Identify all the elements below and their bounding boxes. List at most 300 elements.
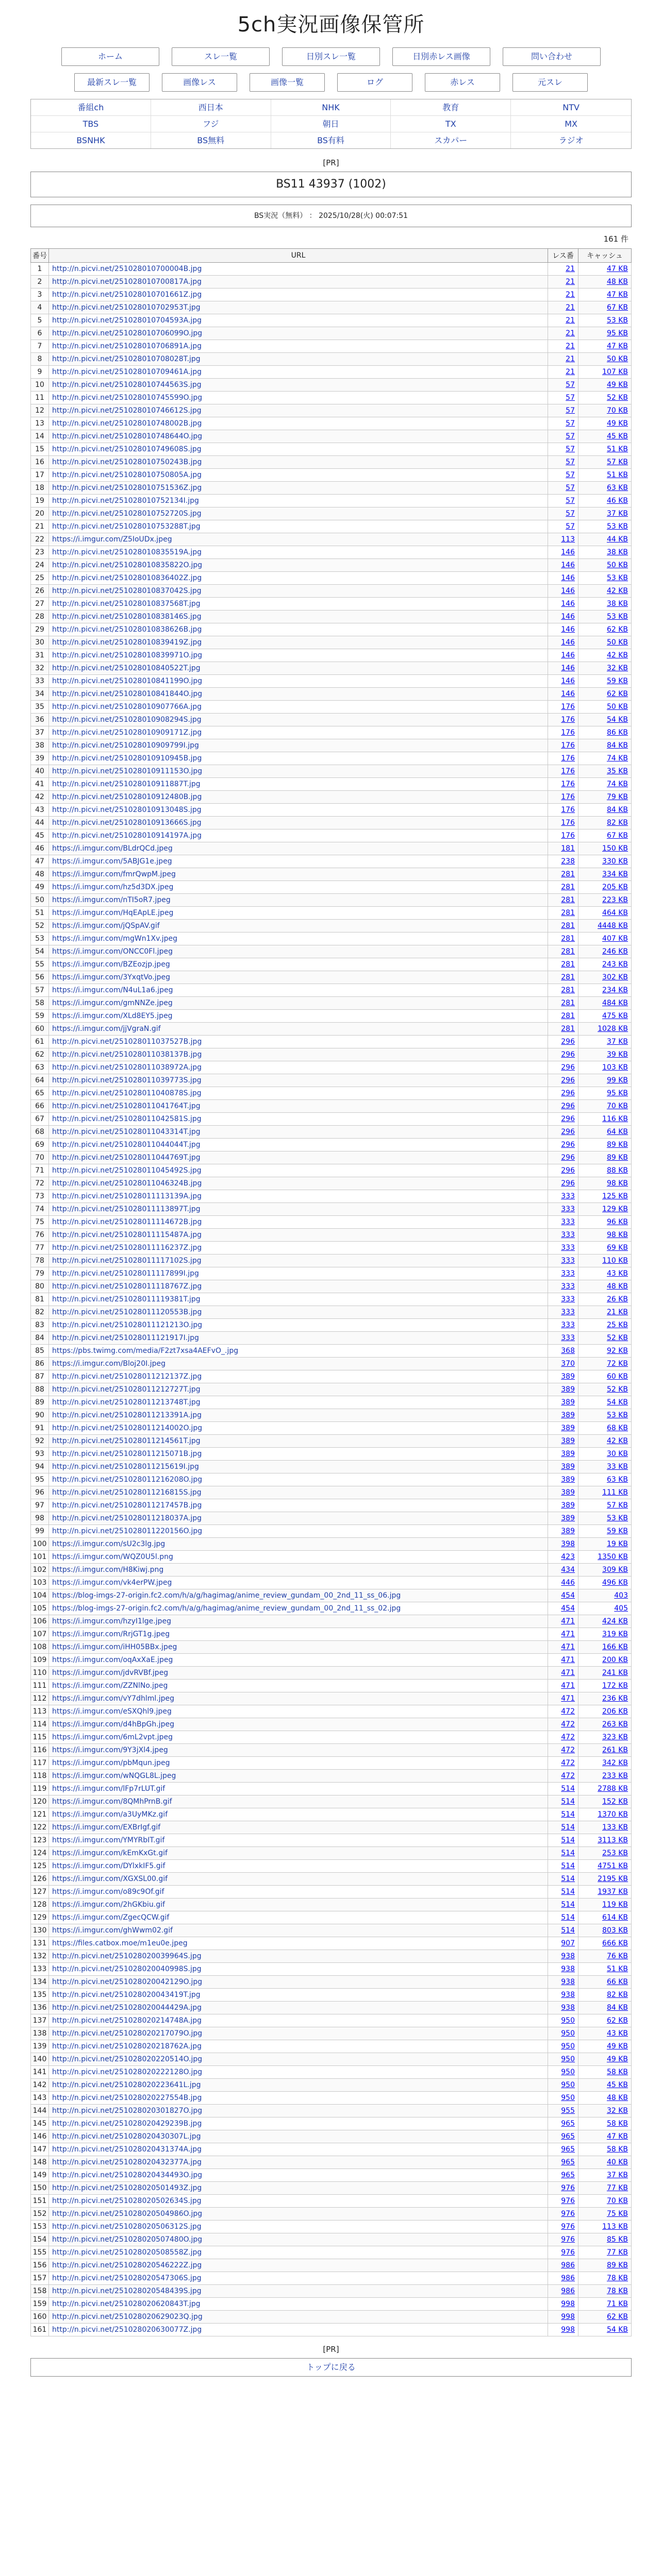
row-res-number-link[interactable]: 976 — [561, 2235, 575, 2244]
row-res-number-link[interactable]: 938 — [561, 1965, 575, 1973]
row-res-number-link[interactable]: 454 — [561, 1604, 575, 1613]
row-res-number-link[interactable]: 938 — [561, 1991, 575, 1999]
row-url-link[interactable]: http://n.picvi.net/251028010913666S.jpg — [52, 819, 202, 827]
row-url-link[interactable]: https://i.imgur.com/ghWwm02.gif — [52, 1926, 173, 1935]
row-res-number-link[interactable]: 281 — [561, 909, 575, 917]
row-res-number-link[interactable]: 368 — [561, 1347, 575, 1355]
row-res-number-link[interactable]: 146 — [561, 690, 575, 698]
row-url-link[interactable]: https://i.imgur.com/iHH05BBx.jpeg — [52, 1643, 177, 1651]
row-url-link[interactable]: https://i.imgur.com/sU2c3lg.jpg — [52, 1540, 166, 1548]
row-url-link[interactable]: http://n.picvi.net/251028010706891A.jpg — [52, 342, 202, 350]
nav-home[interactable]: ホーム — [61, 47, 159, 66]
row-cache-link[interactable]: 79 KB — [606, 793, 628, 801]
row-url-link[interactable]: https://i.imgur.com/BZEozjp.jpeg — [52, 960, 170, 969]
row-res-number-link[interactable]: 238 — [561, 857, 575, 866]
row-cache-link[interactable]: 89 KB — [606, 1154, 628, 1162]
row-cache-link[interactable]: 666 KB — [602, 1939, 628, 1947]
row-cache-link[interactable]: 43 KB — [606, 1269, 628, 1278]
row-url-link[interactable]: http://n.picvi.net/251028011118767Z.jpg — [52, 1282, 202, 1291]
row-res-number-link[interactable]: 57 — [566, 510, 575, 518]
row-url-link[interactable]: http://n.picvi.net/251028011121917I.jpg — [52, 1334, 199, 1342]
row-res-number-link[interactable]: 146 — [561, 587, 575, 595]
row-cache-link[interactable]: 67 KB — [606, 832, 628, 840]
row-cache-link[interactable]: 47 KB — [606, 265, 628, 273]
row-res-number-link[interactable]: 176 — [561, 819, 575, 827]
row-cache-link[interactable]: 241 KB — [602, 1669, 628, 1677]
row-cache-link[interactable]: 62 KB — [606, 2313, 628, 2321]
row-res-number-link[interactable]: 176 — [561, 741, 575, 750]
row-cache-link[interactable]: 803 KB — [602, 1926, 628, 1935]
row-cache-link[interactable]: 50 KB — [606, 638, 628, 647]
row-res-number-link[interactable]: 281 — [561, 986, 575, 994]
row-res-number-link[interactable]: 176 — [561, 767, 575, 775]
row-url-link[interactable]: http://n.picvi.net/251028010704593A.jpg — [52, 316, 202, 325]
row-url-link[interactable]: http://n.picvi.net/251028011119381T.jpg — [52, 1295, 201, 1303]
row-cache-link[interactable]: 32 KB — [606, 664, 628, 672]
row-cache-link[interactable]: 62 KB — [606, 2016, 628, 2025]
row-url-link[interactable]: https://i.imgur.com/jQSpAV.gif — [52, 922, 160, 930]
row-res-number-link[interactable]: 57 — [566, 419, 575, 428]
row-cache-link[interactable]: 38 KB — [606, 548, 628, 556]
nav-daily-red-images[interactable]: 日別赤レス画像 — [392, 47, 490, 66]
row-url-link[interactable]: http://n.picvi.net/251028020508558Z.jpg — [52, 2248, 202, 2257]
row-url-link[interactable]: https://i.imgur.com/ZZNlNo.jpeg — [52, 1682, 168, 1690]
row-res-number-link[interactable]: 333 — [561, 1218, 575, 1226]
nav-daily-threads[interactable]: 日別スレ一覧 — [282, 47, 380, 66]
row-cache-link[interactable]: 166 KB — [602, 1643, 628, 1651]
row-res-number-link[interactable]: 514 — [561, 1926, 575, 1935]
row-cache-link[interactable]: 42 KB — [606, 1437, 628, 1445]
row-res-number-link[interactable]: 281 — [561, 947, 575, 956]
row-url-link[interactable]: https://i.imgur.com/BLdrQCd.jpeg — [52, 844, 173, 853]
row-url-link[interactable]: http://n.picvi.net/251028010838626B.jpg — [52, 625, 202, 634]
row-res-number-link[interactable]: 21 — [566, 316, 575, 325]
channel-link[interactable]: NTV — [511, 99, 631, 116]
row-url-link[interactable]: https://i.imgur.com/6mL2vpt.jpeg — [52, 1733, 173, 1741]
row-res-number-link[interactable]: 471 — [561, 1643, 575, 1651]
row-url-link[interactable]: http://n.picvi.net/251028011040878S.jpg — [52, 1089, 202, 1097]
row-cache-link[interactable]: 47 KB — [606, 2132, 628, 2141]
row-res-number-link[interactable]: 296 — [561, 1141, 575, 1149]
row-res-number-link[interactable]: 296 — [561, 1166, 575, 1175]
row-cache-link[interactable]: 21 KB — [606, 1308, 628, 1316]
row-cache-link[interactable]: 57 KB — [606, 1501, 628, 1510]
row-url-link[interactable]: https://i.imgur.com/vk4erPW.jpeg — [52, 1579, 172, 1587]
row-cache-link[interactable]: 53 KB — [606, 1514, 628, 1522]
row-cache-link[interactable]: 58 KB — [606, 2068, 628, 2076]
row-cache-link[interactable]: 85 KB — [606, 2235, 628, 2244]
row-url-link[interactable]: https://i.imgur.com/3YxqtVo.jpeg — [52, 973, 171, 981]
row-res-number-link[interactable]: 281 — [561, 922, 575, 930]
row-res-number-link[interactable]: 514 — [561, 1798, 575, 1806]
row-url-link[interactable]: http://n.picvi.net/251028020431374A.jpg — [52, 2145, 202, 2154]
row-url-link[interactable]: http://n.picvi.net/251028011215071B.jpg — [52, 1450, 202, 1458]
row-cache-link[interactable]: 323 KB — [602, 1733, 628, 1741]
row-url-link[interactable]: http://n.picvi.net/251028010700004B.jpg — [52, 265, 202, 273]
row-res-number-link[interactable]: 389 — [561, 1514, 575, 1522]
row-res-number-link[interactable]: 181 — [561, 844, 575, 853]
channel-link[interactable]: BSNHK — [31, 132, 151, 148]
row-cache-link[interactable]: 47 KB — [606, 342, 628, 350]
row-url-link[interactable]: http://n.picvi.net/251028010912480B.jpg — [52, 793, 202, 801]
row-cache-link[interactable]: 84 KB — [606, 806, 628, 814]
row-res-number-link[interactable]: 176 — [561, 728, 575, 737]
row-res-number-link[interactable]: 389 — [561, 1488, 575, 1497]
row-cache-link[interactable]: 253 KB — [602, 1849, 628, 1857]
row-cache-link[interactable]: 261 KB — [602, 1746, 628, 1754]
row-url-link[interactable]: http://n.picvi.net/251028010753288T.jpg — [52, 522, 201, 531]
row-res-number-link[interactable]: 472 — [561, 1720, 575, 1728]
row-res-number-link[interactable]: 907 — [561, 1939, 575, 1947]
row-url-link[interactable]: https://blog-imgs-27-origin.fc2.com/h/a/g/hagimag/anime_review_gundam_00_2nd_11_ss_02.jpg — [52, 1604, 401, 1613]
row-url-link[interactable]: https://i.imgur.com/9Y3jXl4.jpeg — [52, 1746, 168, 1754]
row-cache-link[interactable]: 113 KB — [602, 2223, 628, 2231]
row-cache-link[interactable]: 125 KB — [602, 1192, 628, 1200]
row-url-link[interactable]: http://n.picvi.net/251028010836402Z.jpg — [52, 574, 202, 582]
row-url-link[interactable]: http://n.picvi.net/251028020546222Z.jpg — [52, 2261, 202, 2269]
row-res-number-link[interactable]: 986 — [561, 2261, 575, 2269]
row-cache-link[interactable]: 71 KB — [606, 2300, 628, 2308]
row-cache-link[interactable]: 49 KB — [606, 2055, 628, 2063]
row-url-link[interactable]: http://n.picvi.net/251028020504986O.jpg — [52, 2210, 203, 2218]
row-res-number-link[interactable]: 176 — [561, 754, 575, 762]
row-res-number-link[interactable]: 514 — [561, 1888, 575, 1896]
row-url-link[interactable]: http://n.picvi.net/251028020434493O.jpg — [52, 2171, 203, 2179]
row-res-number-link[interactable]: 950 — [561, 2094, 575, 2102]
row-url-link[interactable]: http://n.picvi.net/251028011116237Z.jpg — [52, 1244, 202, 1252]
row-url-link[interactable]: http://n.picvi.net/251028010909171Z.jpg — [52, 728, 202, 737]
row-url-link[interactable]: https://i.imgur.com/oqAxXaE.jpeg — [52, 1656, 173, 1664]
row-url-link[interactable]: https://i.imgur.com/2hGKbiu.gif — [52, 1901, 165, 1909]
row-cache-link[interactable]: 19 KB — [606, 1540, 628, 1548]
row-res-number-link[interactable]: 950 — [561, 2068, 575, 2076]
row-url-link[interactable]: http://n.picvi.net/251028010745599O.jpg — [52, 394, 203, 402]
row-cache-link[interactable]: 62 KB — [606, 625, 628, 634]
row-url-link[interactable]: https://i.imgur.com/jjVgraN.gif — [52, 1025, 161, 1033]
row-url-link[interactable]: http://n.picvi.net/251028010701661Z.jpg — [52, 291, 202, 299]
row-url-link[interactable]: http://n.picvi.net/251028020620843T.jpg — [52, 2300, 201, 2308]
row-res-number-link[interactable]: 333 — [561, 1269, 575, 1278]
row-url-link[interactable]: https://i.imgur.com/DYlxkIF5.gif — [52, 1862, 166, 1870]
row-res-number-link[interactable]: 146 — [561, 638, 575, 647]
row-cache-link[interactable]: 98 KB — [606, 1231, 628, 1239]
row-cache-link[interactable]: 68 KB — [606, 1424, 628, 1432]
row-cache-link[interactable]: 52 KB — [606, 1385, 628, 1394]
row-cache-link[interactable]: 30 KB — [606, 1450, 628, 1458]
row-url-link[interactable]: http://n.picvi.net/251028011216815S.jpg — [52, 1488, 202, 1497]
row-res-number-link[interactable]: 176 — [561, 780, 575, 788]
row-cache-link[interactable]: 51 KB — [606, 445, 628, 453]
row-res-number-link[interactable]: 389 — [561, 1372, 575, 1381]
row-cache-link[interactable]: 52 KB — [606, 1334, 628, 1342]
row-res-number-link[interactable]: 296 — [561, 1115, 575, 1123]
row-cache-link[interactable]: 60 KB — [606, 1372, 628, 1381]
row-cache-link[interactable]: 53 KB — [606, 522, 628, 531]
row-cache-link[interactable]: 38 KB — [606, 600, 628, 608]
row-url-link[interactable]: http://n.picvi.net/251028011037527B.jpg — [52, 1038, 202, 1046]
row-cache-link[interactable]: 45 KB — [606, 2081, 628, 2089]
row-res-number-link[interactable]: 976 — [561, 2248, 575, 2257]
row-res-number-link[interactable]: 57 — [566, 381, 575, 389]
row-cache-link[interactable]: 53 KB — [606, 1411, 628, 1419]
row-url-link[interactable]: https://i.imgur.com/fmrQwpM.jpeg — [52, 870, 176, 878]
row-url-link[interactable]: http://n.picvi.net/251028020430307L.jpg — [52, 2132, 201, 2141]
row-cache-link[interactable]: 39 KB — [606, 1050, 628, 1059]
row-res-number-link[interactable]: 998 — [561, 2313, 575, 2321]
row-cache-link[interactable]: 2195 KB — [598, 1875, 628, 1883]
row-url-link[interactable]: https://i.imgur.com/hz5d3DX.jpeg — [52, 883, 174, 891]
row-res-number-link[interactable]: 296 — [561, 1063, 575, 1072]
row-url-link[interactable]: http://n.picvi.net/251028010748644O.jpg — [52, 432, 203, 440]
row-url-link[interactable]: http://n.picvi.net/251028010913048S.jpg — [52, 806, 202, 814]
row-url-link[interactable]: http://n.picvi.net/251028020629023Q.jpg — [52, 2313, 203, 2321]
row-res-number-link[interactable]: 333 — [561, 1334, 575, 1342]
row-cache-link[interactable]: 84 KB — [606, 741, 628, 750]
row-res-number-link[interactable]: 333 — [561, 1192, 575, 1200]
row-cache-link[interactable]: 42 KB — [606, 651, 628, 659]
row-url-link[interactable]: https://i.imgur.com/a3UyMKz.gif — [52, 1810, 168, 1819]
row-res-number-link[interactable]: 296 — [561, 1154, 575, 1162]
row-url-link[interactable]: http://n.picvi.net/251028011114672B.jpg — [52, 1218, 202, 1226]
nav-contact[interactable]: 問い合わせ — [503, 47, 601, 66]
channel-link[interactable]: TX — [391, 116, 511, 132]
row-url-link[interactable]: http://n.picvi.net/251028020432377A.jpg — [52, 2158, 202, 2166]
nav-red-res[interactable]: 赤レス — [425, 73, 500, 92]
row-url-link[interactable]: http://n.picvi.net/251028020630077Z.jpg — [52, 2326, 202, 2334]
row-res-number-link[interactable]: 965 — [561, 2158, 575, 2166]
row-res-number-link[interactable]: 472 — [561, 1707, 575, 1716]
row-res-number-link[interactable]: 146 — [561, 677, 575, 685]
row-res-number-link[interactable]: 281 — [561, 999, 575, 1007]
row-url-link[interactable]: http://n.picvi.net/251028010708028T.jpg — [52, 355, 201, 363]
row-res-number-link[interactable]: 950 — [561, 2081, 575, 2089]
row-res-number-link[interactable]: 472 — [561, 1759, 575, 1767]
row-res-number-link[interactable]: 281 — [561, 973, 575, 981]
row-res-number-link[interactable]: 57 — [566, 522, 575, 531]
row-cache-link[interactable]: 405 — [614, 1604, 628, 1613]
row-url-link[interactable]: http://n.picvi.net/251028011220156O.jpg — [52, 1527, 203, 1535]
row-cache-link[interactable]: 77 KB — [606, 2184, 628, 2192]
row-url-link[interactable]: http://n.picvi.net/251028011213748T.jpg — [52, 1398, 201, 1406]
row-res-number-link[interactable]: 950 — [561, 2042, 575, 2050]
row-url-link[interactable]: http://n.picvi.net/251028020039964S.jpg — [52, 1952, 202, 1960]
row-res-number-link[interactable]: 57 — [566, 484, 575, 492]
row-res-number-link[interactable]: 21 — [566, 355, 575, 363]
row-res-number-link[interactable]: 446 — [561, 1579, 575, 1587]
row-cache-link[interactable]: 95 KB — [606, 1089, 628, 1097]
row-res-number-link[interactable]: 434 — [561, 1566, 575, 1574]
row-cache-link[interactable]: 35 KB — [606, 767, 628, 775]
row-url-link[interactable]: http://n.picvi.net/251028010835519A.jpg — [52, 548, 202, 556]
row-cache-link[interactable]: 76 KB — [606, 1952, 628, 1960]
row-url-link[interactable]: http://n.picvi.net/251028011038972A.jpg — [52, 1063, 202, 1072]
row-cache-link[interactable]: 233 KB — [602, 1772, 628, 1780]
row-cache-link[interactable]: 4448 KB — [598, 922, 628, 930]
row-cache-link[interactable]: 78 KB — [606, 2287, 628, 2295]
row-res-number-link[interactable]: 146 — [561, 574, 575, 582]
row-cache-link[interactable]: 334 KB — [602, 870, 628, 878]
row-res-number-link[interactable]: 146 — [561, 548, 575, 556]
row-cache-link[interactable]: 42 KB — [606, 587, 628, 595]
row-url-link[interactable]: https://i.imgur.com/wNQGL8L.jpeg — [52, 1772, 176, 1780]
row-res-number-link[interactable]: 146 — [561, 600, 575, 608]
row-url-link[interactable]: http://n.picvi.net/251028011214561T.jpg — [52, 1437, 201, 1445]
row-res-number-link[interactable]: 21 — [566, 368, 575, 376]
row-url-link[interactable]: http://n.picvi.net/251028010752720S.jpg — [52, 510, 202, 518]
row-cache-link[interactable]: 53 KB — [606, 613, 628, 621]
row-cache-link[interactable]: 98 KB — [606, 1179, 628, 1188]
row-res-number-link[interactable]: 976 — [561, 2223, 575, 2231]
row-url-link[interactable]: http://n.picvi.net/251028011045492S.jpg — [52, 1166, 202, 1175]
row-cache-link[interactable]: 26 KB — [606, 1295, 628, 1303]
row-url-link[interactable]: https://blog-imgs-27-origin.fc2.com/h/a/g/hagimag/anime_review_gundam_00_2nd_11_ss_06.jpg — [52, 1591, 401, 1600]
row-res-number-link[interactable]: 976 — [561, 2184, 575, 2192]
row-res-number-link[interactable]: 389 — [561, 1527, 575, 1535]
row-url-link[interactable]: http://n.picvi.net/251028010909799I.jpg — [52, 741, 199, 750]
row-res-number-link[interactable]: 955 — [561, 2107, 575, 2115]
row-cache-link[interactable]: 51 KB — [606, 471, 628, 479]
row-cache-link[interactable]: 43 KB — [606, 2029, 628, 2038]
nav-source-thread[interactable]: 元スレ — [512, 73, 588, 92]
row-url-link[interactable]: http://n.picvi.net/251028010908294S.jpg — [52, 716, 202, 724]
row-cache-link[interactable]: 62 KB — [606, 690, 628, 698]
row-res-number-link[interactable]: 398 — [561, 1540, 575, 1548]
row-res-number-link[interactable]: 146 — [561, 613, 575, 621]
row-cache-link[interactable]: 302 KB — [602, 973, 628, 981]
nav-image-res[interactable]: 画像レス — [162, 73, 237, 92]
row-url-link[interactable]: https://i.imgur.com/Bloj20I.jpeg — [52, 1360, 166, 1368]
row-res-number-link[interactable]: 998 — [561, 2326, 575, 2334]
row-cache-link[interactable]: 236 KB — [602, 1694, 628, 1703]
row-url-link[interactable]: http://n.picvi.net/251028011044044T.jpg — [52, 1141, 201, 1149]
row-res-number-link[interactable]: 514 — [561, 1913, 575, 1922]
row-res-number-link[interactable]: 950 — [561, 2029, 575, 2038]
channel-link[interactable]: NHK — [271, 99, 391, 116]
row-url-link[interactable]: http://n.picvi.net/251028010751536Z.jpg — [52, 484, 202, 492]
channel-link[interactable]: ラジオ — [558, 135, 584, 145]
row-cache-link[interactable]: 50 KB — [606, 355, 628, 363]
channel-link[interactable]: 西日本 — [151, 99, 271, 116]
row-url-link[interactable]: http://n.picvi.net/251028020042129O.jpg — [52, 1978, 203, 1986]
row-res-number-link[interactable]: 176 — [561, 716, 575, 724]
row-res-number-link[interactable]: 471 — [561, 1694, 575, 1703]
row-res-number-link[interactable]: 471 — [561, 1682, 575, 1690]
nav-latest-threads[interactable]: 最新スレ一覧 — [74, 73, 150, 92]
channel-link[interactable]: フジ — [151, 116, 271, 132]
row-cache-link[interactable]: 75 KB — [606, 2210, 628, 2218]
row-res-number-link[interactable]: 938 — [561, 2004, 575, 2012]
row-cache-link[interactable]: 64 KB — [606, 1128, 628, 1136]
row-cache-link[interactable]: 58 KB — [606, 2145, 628, 2154]
row-url-link[interactable]: http://n.picvi.net/251028011043314T.jpg — [52, 1128, 201, 1136]
row-url-link[interactable]: https://i.imgur.com/XLd8EY5.jpeg — [52, 1012, 173, 1020]
row-url-link[interactable]: http://n.picvi.net/251028011041764T.jpg — [52, 1102, 201, 1110]
row-res-number-link[interactable]: 333 — [561, 1244, 575, 1252]
row-cache-link[interactable]: 205 KB — [602, 883, 628, 891]
row-cache-link[interactable]: 4751 KB — [598, 1862, 628, 1870]
row-url-link[interactable]: https://i.imgur.com/WQZ0U5l.png — [52, 1553, 173, 1561]
row-cache-link[interactable]: 407 KB — [602, 935, 628, 943]
row-url-link[interactable]: http://n.picvi.net/251028011214002O.jpg — [52, 1424, 203, 1432]
row-url-link[interactable]: http://n.picvi.net/251028010750243B.jpg — [52, 458, 202, 466]
row-res-number-link[interactable]: 296 — [561, 1102, 575, 1110]
row-res-number-link[interactable]: 423 — [561, 1553, 575, 1561]
row-url-link[interactable]: http://n.picvi.net/251028020547306S.jpg — [52, 2274, 202, 2282]
row-url-link[interactable]: http://n.picvi.net/251028020043419T.jpg — [52, 1991, 201, 1999]
row-url-link[interactable]: http://n.picvi.net/251028020218762A.jpg — [52, 2042, 202, 2050]
row-url-link[interactable]: http://n.picvi.net/251028010835822O.jpg — [52, 561, 203, 569]
row-url-link[interactable]: https://i.imgur.com/pbMqun.jpeg — [52, 1759, 170, 1767]
channel-link[interactable]: BS無料 — [151, 132, 271, 148]
row-cache-link[interactable]: 110 KB — [602, 1257, 628, 1265]
row-cache-link[interactable]: 49 KB — [606, 419, 628, 428]
row-res-number-link[interactable]: 370 — [561, 1360, 575, 1368]
row-cache-link[interactable]: 1350 KB — [598, 1553, 628, 1561]
row-res-number-link[interactable]: 472 — [561, 1772, 575, 1780]
row-res-number-link[interactable]: 472 — [561, 1733, 575, 1741]
row-cache-link[interactable]: 309 KB — [602, 1566, 628, 1574]
row-url-link[interactable]: http://n.picvi.net/251028020222128O.jpg — [52, 2068, 203, 2076]
row-res-number-link[interactable]: 281 — [561, 960, 575, 969]
row-url-link[interactable]: http://n.picvi.net/251028010749608S.jpg — [52, 445, 202, 453]
row-res-number-link[interactable]: 333 — [561, 1308, 575, 1316]
row-url-link[interactable]: http://n.picvi.net/251028020223641L.jpg — [52, 2081, 201, 2089]
row-res-number-link[interactable]: 296 — [561, 1089, 575, 1097]
row-res-number-link[interactable]: 389 — [561, 1424, 575, 1432]
row-cache-link[interactable]: 50 KB — [606, 561, 628, 569]
row-cache-link[interactable]: 49 KB — [606, 2042, 628, 2050]
row-res-number-link[interactable]: 471 — [561, 1669, 575, 1677]
row-cache-link[interactable]: 44 KB — [606, 535, 628, 544]
row-url-link[interactable]: http://n.picvi.net/251028011218037A.jpg — [52, 1514, 202, 1522]
row-res-number-link[interactable]: 281 — [561, 1012, 575, 1020]
row-cache-link[interactable]: 47 KB — [606, 291, 628, 299]
row-res-number-link[interactable]: 389 — [561, 1501, 575, 1510]
row-url-link[interactable]: http://n.picvi.net/251028010907766A.jpg — [52, 703, 202, 711]
row-cache-link[interactable]: 342 KB — [602, 1759, 628, 1767]
row-cache-link[interactable]: 70 KB — [606, 1102, 628, 1110]
row-url-link[interactable]: https://i.imgur.com/HqEApLE.jpeg — [52, 909, 174, 917]
row-res-number-link[interactable]: 514 — [561, 1836, 575, 1844]
row-res-number-link[interactable]: 514 — [561, 1785, 575, 1793]
row-res-number-link[interactable]: 333 — [561, 1205, 575, 1213]
row-cache-link[interactable]: 46 KB — [606, 497, 628, 505]
row-res-number-link[interactable]: 965 — [561, 2132, 575, 2141]
row-res-number-link[interactable]: 514 — [561, 1849, 575, 1857]
row-res-number-link[interactable]: 57 — [566, 458, 575, 466]
row-cache-link[interactable]: 89 KB — [606, 2261, 628, 2269]
row-res-number-link[interactable]: 21 — [566, 265, 575, 273]
row-res-number-link[interactable]: 333 — [561, 1295, 575, 1303]
channel-link[interactable]: 番組ch — [31, 99, 151, 116]
row-res-number-link[interactable]: 514 — [561, 1862, 575, 1870]
row-url-link[interactable]: http://n.picvi.net/251028020429239B.jpg — [52, 2120, 202, 2128]
row-cache-link[interactable]: 82 KB — [606, 1991, 628, 1999]
row-res-number-link[interactable]: 389 — [561, 1398, 575, 1406]
row-res-number-link[interactable]: 176 — [561, 806, 575, 814]
row-cache-link[interactable]: 59 KB — [606, 677, 628, 685]
row-cache-link[interactable]: 54 KB — [606, 2326, 628, 2334]
row-res-number-link[interactable]: 21 — [566, 291, 575, 299]
row-url-link[interactable]: https://i.imgur.com/kEmKxGt.gif — [52, 1849, 168, 1857]
row-res-number-link[interactable]: 965 — [561, 2171, 575, 2179]
row-res-number-link[interactable]: 938 — [561, 1978, 575, 1986]
row-res-number-link[interactable]: 998 — [561, 2300, 575, 2308]
row-url-link[interactable]: https://i.imgur.com/EXBrIgf.gif — [52, 1823, 161, 1832]
row-res-number-link[interactable]: 454 — [561, 1591, 575, 1600]
row-res-number-link[interactable]: 976 — [561, 2197, 575, 2205]
row-cache-link[interactable]: 96 KB — [606, 1218, 628, 1226]
